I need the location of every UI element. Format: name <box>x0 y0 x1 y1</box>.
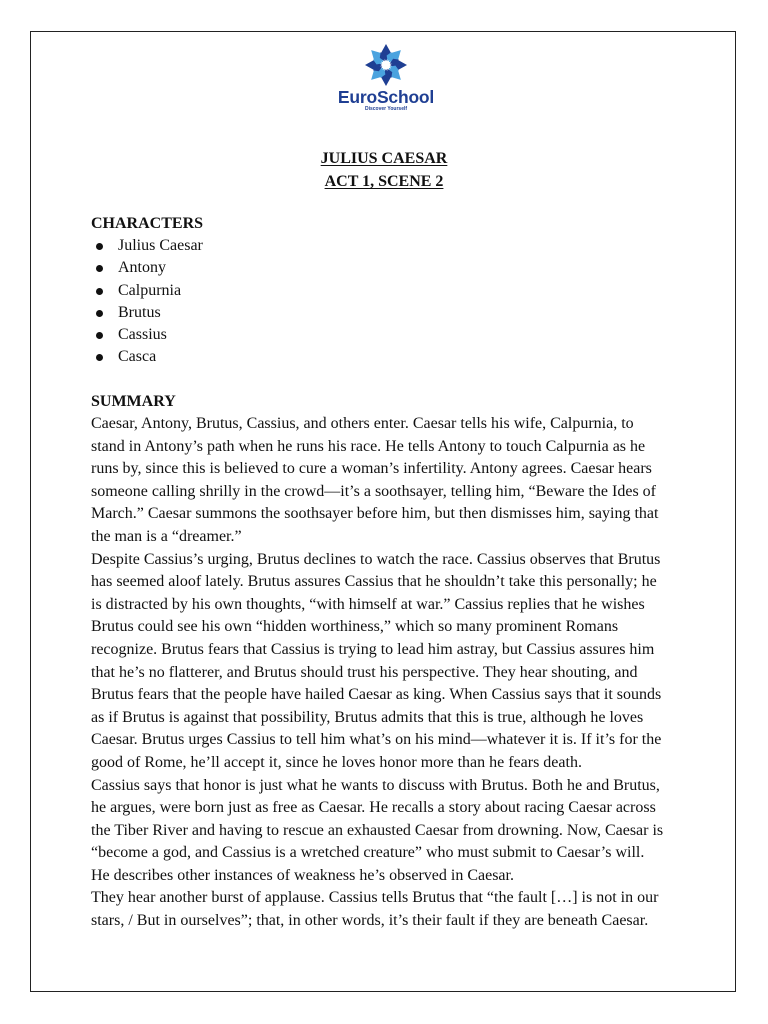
bullet-icon <box>96 354 103 361</box>
summary-heading: SUMMARY <box>91 393 176 410</box>
summary-line: “become a god, and Cassius is a wretched creature” who must submit to Caesar’s will. <box>91 844 645 862</box>
character-name: Cassius <box>118 326 167 344</box>
title-line-1: JULIUS CAESAR <box>320 150 448 167</box>
summary-line: the Tiber River and having to rescue an exhausted Caesar from drowning. Now, Caesar is <box>91 821 664 839</box>
character-name: Antony <box>118 259 166 277</box>
summary-line: someone calling shrilly in the crowd—it’s a soothsayer, telling him, “Beware the Ides of <box>91 482 656 500</box>
summary-line: Caesar. Brutus urges Cassius to tell him what’s on his mind—whatever it is. If it’s for the <box>91 731 662 749</box>
star-flower-logo-icon <box>364 42 408 88</box>
summary-line: stand in Antony’s path when he runs his race. He tells Antony to touch Calpurnia as he <box>91 437 646 455</box>
character-item <box>91 324 203 346</box>
logo-name: EuroSchool <box>337 87 435 107</box>
summary-line: Brutus could see his own “hidden worthiness,” which so many prominent Romans <box>91 618 619 636</box>
character-name: Casca <box>118 348 157 366</box>
summary-line: Despite Cassius’s urging, Brutus declines to watch the race. Cassius observes that Brutus <box>91 550 661 568</box>
summary-line: They hear another burst of applause. Cassius tells Brutus that “the fault […] is not in our <box>91 889 659 907</box>
summary-line: he argues, were born just as free as Caesar. He recalls a story about racing Caesar across <box>91 799 656 817</box>
summary-line: Brutus fears that the people have hailed Caesar as king. When Cassius says that it sounds <box>91 686 662 704</box>
summary-line: has seemed aloof lately. Brutus assures Cassius that he shouldn’t take this personally; he <box>91 573 657 591</box>
character-name: Julius Caesar <box>118 237 203 254</box>
summary-line: March.” Caesar summons the soothsayer before him, but then dismisses him, saying that <box>91 505 659 523</box>
summary-line: runs by, since this is believed to cure a woman’s infertility. Antony agrees. Caesar hears <box>91 460 652 478</box>
summary-line: He describes other instances of weakness he’s observed in Caesar. <box>91 866 514 884</box>
character-item <box>91 235 203 257</box>
bullet-icon <box>96 288 103 295</box>
summary-line: Cassius says that honor is just what he wants to discuss with Brutus. Both he and Brutus, <box>91 776 660 794</box>
document-title <box>0 147 768 193</box>
summary-line: recognize. Brutus fears that Cassius is trying to lead him astray, but Cassius assures him <box>91 640 655 658</box>
logo-tagline: Discover Yourself <box>364 106 408 112</box>
character-item <box>91 280 203 302</box>
character-item <box>91 257 203 279</box>
summary-line: that he’s no flatterer, and Brutus should trust his perspective. They hear shouting, and <box>91 663 638 681</box>
bullet-icon <box>96 243 103 250</box>
summary-line: stars, / But in ourselves”; that, in other words, it’s their fault if they are beneath Caesar. <box>91 912 649 930</box>
euroschool-logo <box>334 42 438 124</box>
bullet-icon <box>96 310 103 317</box>
summary-line: the man is a “dreamer.” <box>91 527 242 545</box>
character-item <box>91 346 203 368</box>
character-name: Calpurnia <box>118 281 182 299</box>
characters-list <box>91 235 203 369</box>
characters-heading: CHARACTERS <box>91 215 204 232</box>
summary-line: as if Brutus is against that possibility, Brutus admits that this is true, although he loves <box>91 708 644 726</box>
character-name: Brutus <box>118 303 161 321</box>
summary-line: good of Rome, he’ll accept it, since he loves honor more than he fears death. <box>91 753 582 771</box>
summary-line: Caesar, Antony, Brutus, Cassius, and others enter. Caesar tells his wife, Calpurnia, to <box>91 415 634 432</box>
summary-line: is distracted by his own thoughts, “with himself at war.” Cassius replies that he wishes <box>91 595 645 613</box>
summary-text <box>91 413 681 933</box>
character-item <box>91 302 203 324</box>
bullet-icon <box>96 332 103 339</box>
bullet-icon <box>96 265 103 272</box>
title-line-2: ACT 1, SCENE 2 <box>324 173 444 190</box>
